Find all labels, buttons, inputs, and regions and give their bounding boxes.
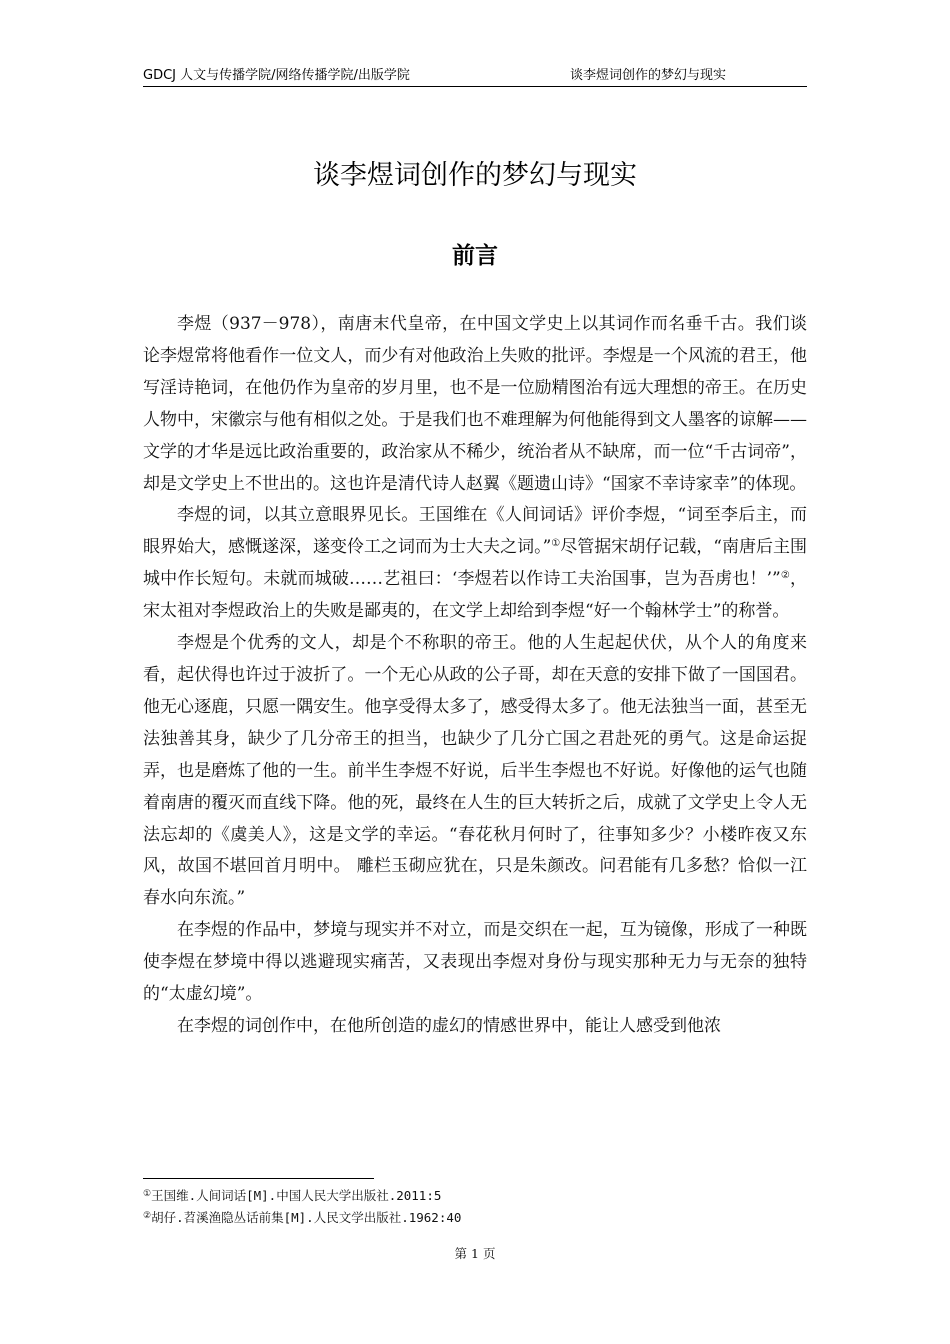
running-header bbox=[143, 66, 807, 87]
footnotes bbox=[143, 1185, 807, 1229]
footnote-1-text: 王国维.人间词话[M].中国人民大学出版社.2011:5 bbox=[151, 1188, 442, 1203]
footnote-1 bbox=[143, 1185, 807, 1207]
footnote-1-mark: ① bbox=[143, 1189, 152, 1199]
paragraph-2 bbox=[143, 500, 807, 628]
paragraph-4: 在李煜的作品中，梦境与现实并不对立，而是交织在一起，互为镜像，形成了一种既使李煜在梦境中得以逃避现实痛苦，又表现出李煜对身份与现实那种无力与无奈的独特的“太虚幻境”。 bbox=[143, 920, 807, 1005]
header-institution: GDCJ 人文与传播学院/网络传播学院/出版学院 bbox=[143, 68, 410, 83]
paper-title: 谈李煜词创作的梦幻与现实 bbox=[313, 160, 637, 191]
section-heading-preface: 前言 bbox=[452, 243, 498, 269]
footnote-2-text: 胡仔.苕溪渔隐丛话前集[M].人民文学出版社.1962:40 bbox=[151, 1210, 462, 1225]
footnote-ref-1[interactable]: ① bbox=[551, 538, 561, 550]
page-number: 第 1 页 bbox=[454, 1246, 496, 1261]
body-text bbox=[143, 309, 807, 1043]
paragraph-1: 李煜（937－978），南唐末代皇帝，在中国文学史上以其词作而名垂千古。我们谈论李煜常将他看作一位文人，而少有对他政治上失败的批评。李煜是一个风流的君王，他写淫诗艳词，在他仍作为皇帝的岁月里，也不是一位励精图治有远大理想的帝王。在历史人物中，宋徽宗与他有相似之处。于是我们也不难理解为何他能得到文人墨客的谅解——文学的才华是远比政治重要的，政治家从不稀少，统治者从不缺席，而一位“千古词帝”，却是文学史上不世出的。这也许是清代诗人赵翼《题遗山诗》“国家不幸诗家幸”的体现。 bbox=[143, 314, 807, 494]
header-paper-title: 谈李煜词创作的梦幻与现实 bbox=[570, 68, 727, 83]
paragraph-3: 李煜是个优秀的文人，却是个不称职的帝王。他的人生起起伏伏，从个人的角度来看，起伏得也许过于波折了。一个无心从政的公子哥，却在天意的安排下做了一国国君。他无心逐鹿，只愿一隅安生。他享受得太多了，感受得太多了。他无法独当一面，甚至无法独善其身，缺少了几分帝王的担当，也缺少了几分亡国之君赴死的勇气。这是命运捉弄，也是磨炼了他的一生。前半生李煜不好说，后半生李煜也不好说。好像他的运气也随着南唐的覆灭而直线下降。他的死，最终在人生的巨大转折之后，成就了文学史上令人无法忘却的《虞美人》，这是文学的幸运。“春花秋月何时了，往事知多少？小楼昨夜又东风，故国不堪回首月明中。 雕栏玉砌应犹在，只是朱颜改。问君能有几多愁？恰似一江春水向东流。” bbox=[143, 633, 807, 909]
footnote-ref-2[interactable]: ② bbox=[780, 570, 790, 582]
paragraph-2-part-c: ，宋太祖对李煜政治上的失败是鄙夷的，在文学上却给到李煜“好一个翰林学士”的称誉。 bbox=[143, 569, 807, 622]
paragraph-2-part-a: 李煜的词，以其立意眼界见长。王国维在《人间词话》评价李煜，“词至李后主，而眼界始大，感慨遂深，遂变伶工之词而为士大夫之词。” bbox=[143, 505, 807, 558]
footnote-2 bbox=[143, 1207, 807, 1229]
paragraph-5: 在李煜的词创作中，在他所创造的虚幻的情感世界中，能让人感受到他浓 bbox=[177, 1015, 721, 1036]
paragraph-2-part-b: 尽管据宋胡仔记载，“南唐后主围城中作长短句。未就而城破……艺祖曰：‘李煜若以作诗工夫治国事，岂为吾虏也！’” bbox=[143, 537, 807, 590]
footnote-2-mark: ② bbox=[143, 1211, 152, 1221]
footnote-divider bbox=[143, 1178, 374, 1179]
